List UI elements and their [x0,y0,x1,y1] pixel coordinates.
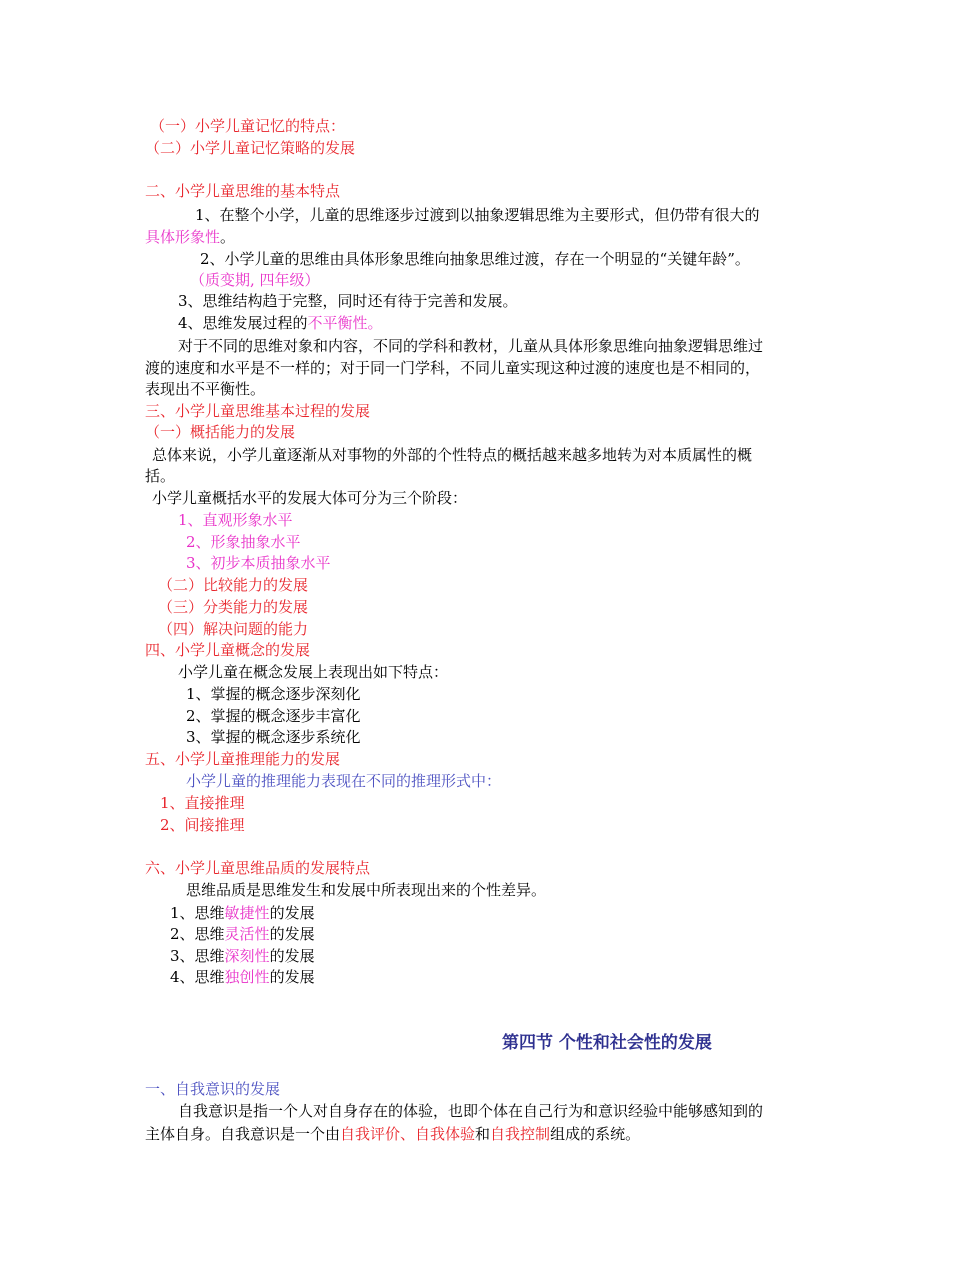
highlight-text: 具体形象性 [145,228,221,246]
item-suffix: 的发展 [269,968,315,986]
item-prefix: 2、思维 [170,925,225,943]
point-2-note: （质变期, 四年级） [190,271,320,289]
paragraph-line: 表现出不平衡性。 [145,380,266,398]
paragraph-line: 小学儿童的推理能力表现在不同的推理形式中： [186,772,502,790]
paragraph-line [145,1124,640,1144]
memory-strategy-heading: （二）小学儿童记忆策略的发展 [145,139,356,157]
highlight-text: 敏捷性 [224,904,270,922]
section-5-heading: 五、小学儿童推理能力的发展 [145,750,341,768]
list-item: 1、直接推理 [160,794,245,812]
list-item: 2、间接推理 [160,816,245,834]
punct: 。 [220,228,236,246]
highlight-text: 深刻性 [224,947,270,965]
item-prefix: 3、思维 [170,947,225,965]
highlight-text: 不平衡性。 [307,314,383,332]
text-run: 和 [475,1125,491,1143]
chapter-section-title: 第四节 个性和社会性的发展 [502,1033,712,1053]
subsection-heading: （二）比较能力的发展 [158,576,309,594]
text-run: 组成的系统。 [550,1125,641,1143]
paragraph-line: 渡的速度和水平是不一样的；对于同一门学科，不同儿童实现这种过渡的速度也是不相同的， [145,359,761,377]
item-prefix: 1、思维 [170,904,225,922]
paragraph-line: 小学儿童在概念发展上表现出如下特点： [178,663,449,681]
paragraph-line: 括。 [145,467,176,485]
list-item [170,967,315,987]
subsection-heading: （一）概括能力的发展 [145,423,296,441]
point-1-cont [145,227,235,247]
highlight-text: 自我评价、自我体验 [340,1125,476,1143]
paragraph-line: 自我意识是指一个人对自身存在的体验，也即个体在自己行为和意识经验中能够感知到的 [178,1102,764,1120]
paragraph-line: 对于不同的思维对象和内容，不同的学科和教材，儿童从具体形象思维向抽象逻辑思维过 [178,337,764,355]
section-6-heading: 六、小学儿童思维品质的发展特点 [145,859,371,877]
paragraph-line: 小学儿童概括水平的发展大体可分为三个阶段： [152,489,468,507]
self-awareness-heading: 一、自我意识的发展 [145,1080,281,1098]
text-run: 主体自身。自我意识是一个由 [145,1125,341,1143]
point-4-line [178,313,383,333]
item-prefix: 4、思维 [170,968,225,986]
paragraph-line: 思维品质是思维发生和发展中所表现出来的个性差异。 [186,881,547,899]
list-item [170,946,315,966]
list-item [170,903,315,923]
list-item: 3、初步本质抽象水平 [186,554,331,572]
point-4-text: 4、思维发展过程的 [178,314,308,332]
item-suffix: 的发展 [269,904,315,922]
list-item: 2、掌握的概念逐步丰富化 [186,707,361,725]
list-item: 1、掌握的概念逐步深刻化 [186,685,361,703]
subsection-heading: （三）分类能力的发展 [158,598,309,616]
list-item: 2、形象抽象水平 [186,533,301,551]
point-3-line: 3、思维结构趋于完整，同时还有待于完善和发展。 [178,292,518,310]
highlight-text: 自我控制 [490,1125,551,1143]
section-3-heading: 三、小学儿童思维基本过程的发展 [145,402,371,420]
highlight-text: 灵活性 [224,925,270,943]
memory-features-heading: （一）小学儿童记忆的特点： [150,117,346,135]
paragraph-line: 总体来说，小学儿童逐渐从对事物的外部的个性特点的概括越来越多地转为对本质属性的概 [152,446,753,464]
item-suffix: 的发展 [269,925,315,943]
list-item [170,924,315,944]
section-4-heading: 四、小学儿童概念的发展 [145,641,311,659]
point-1-line: 1、在整个小学，儿童的思维逐步过渡到以抽象逻辑思维为主要形式，但仍带有很大的 [195,206,760,224]
highlight-text: 独创性 [224,968,270,986]
item-suffix: 的发展 [269,947,315,965]
list-item: 3、掌握的概念逐步系统化 [186,728,361,746]
section-2-heading: 二、小学儿童思维的基本特点 [145,182,341,200]
subsection-heading: （四）解决问题的能力 [158,620,309,638]
list-item: 1、直观形象水平 [178,511,293,529]
point-2-line: 2、小学儿童的思维由具体形象思维向抽象思维过渡，存在一个明显的“关键年龄”。 [200,250,750,268]
